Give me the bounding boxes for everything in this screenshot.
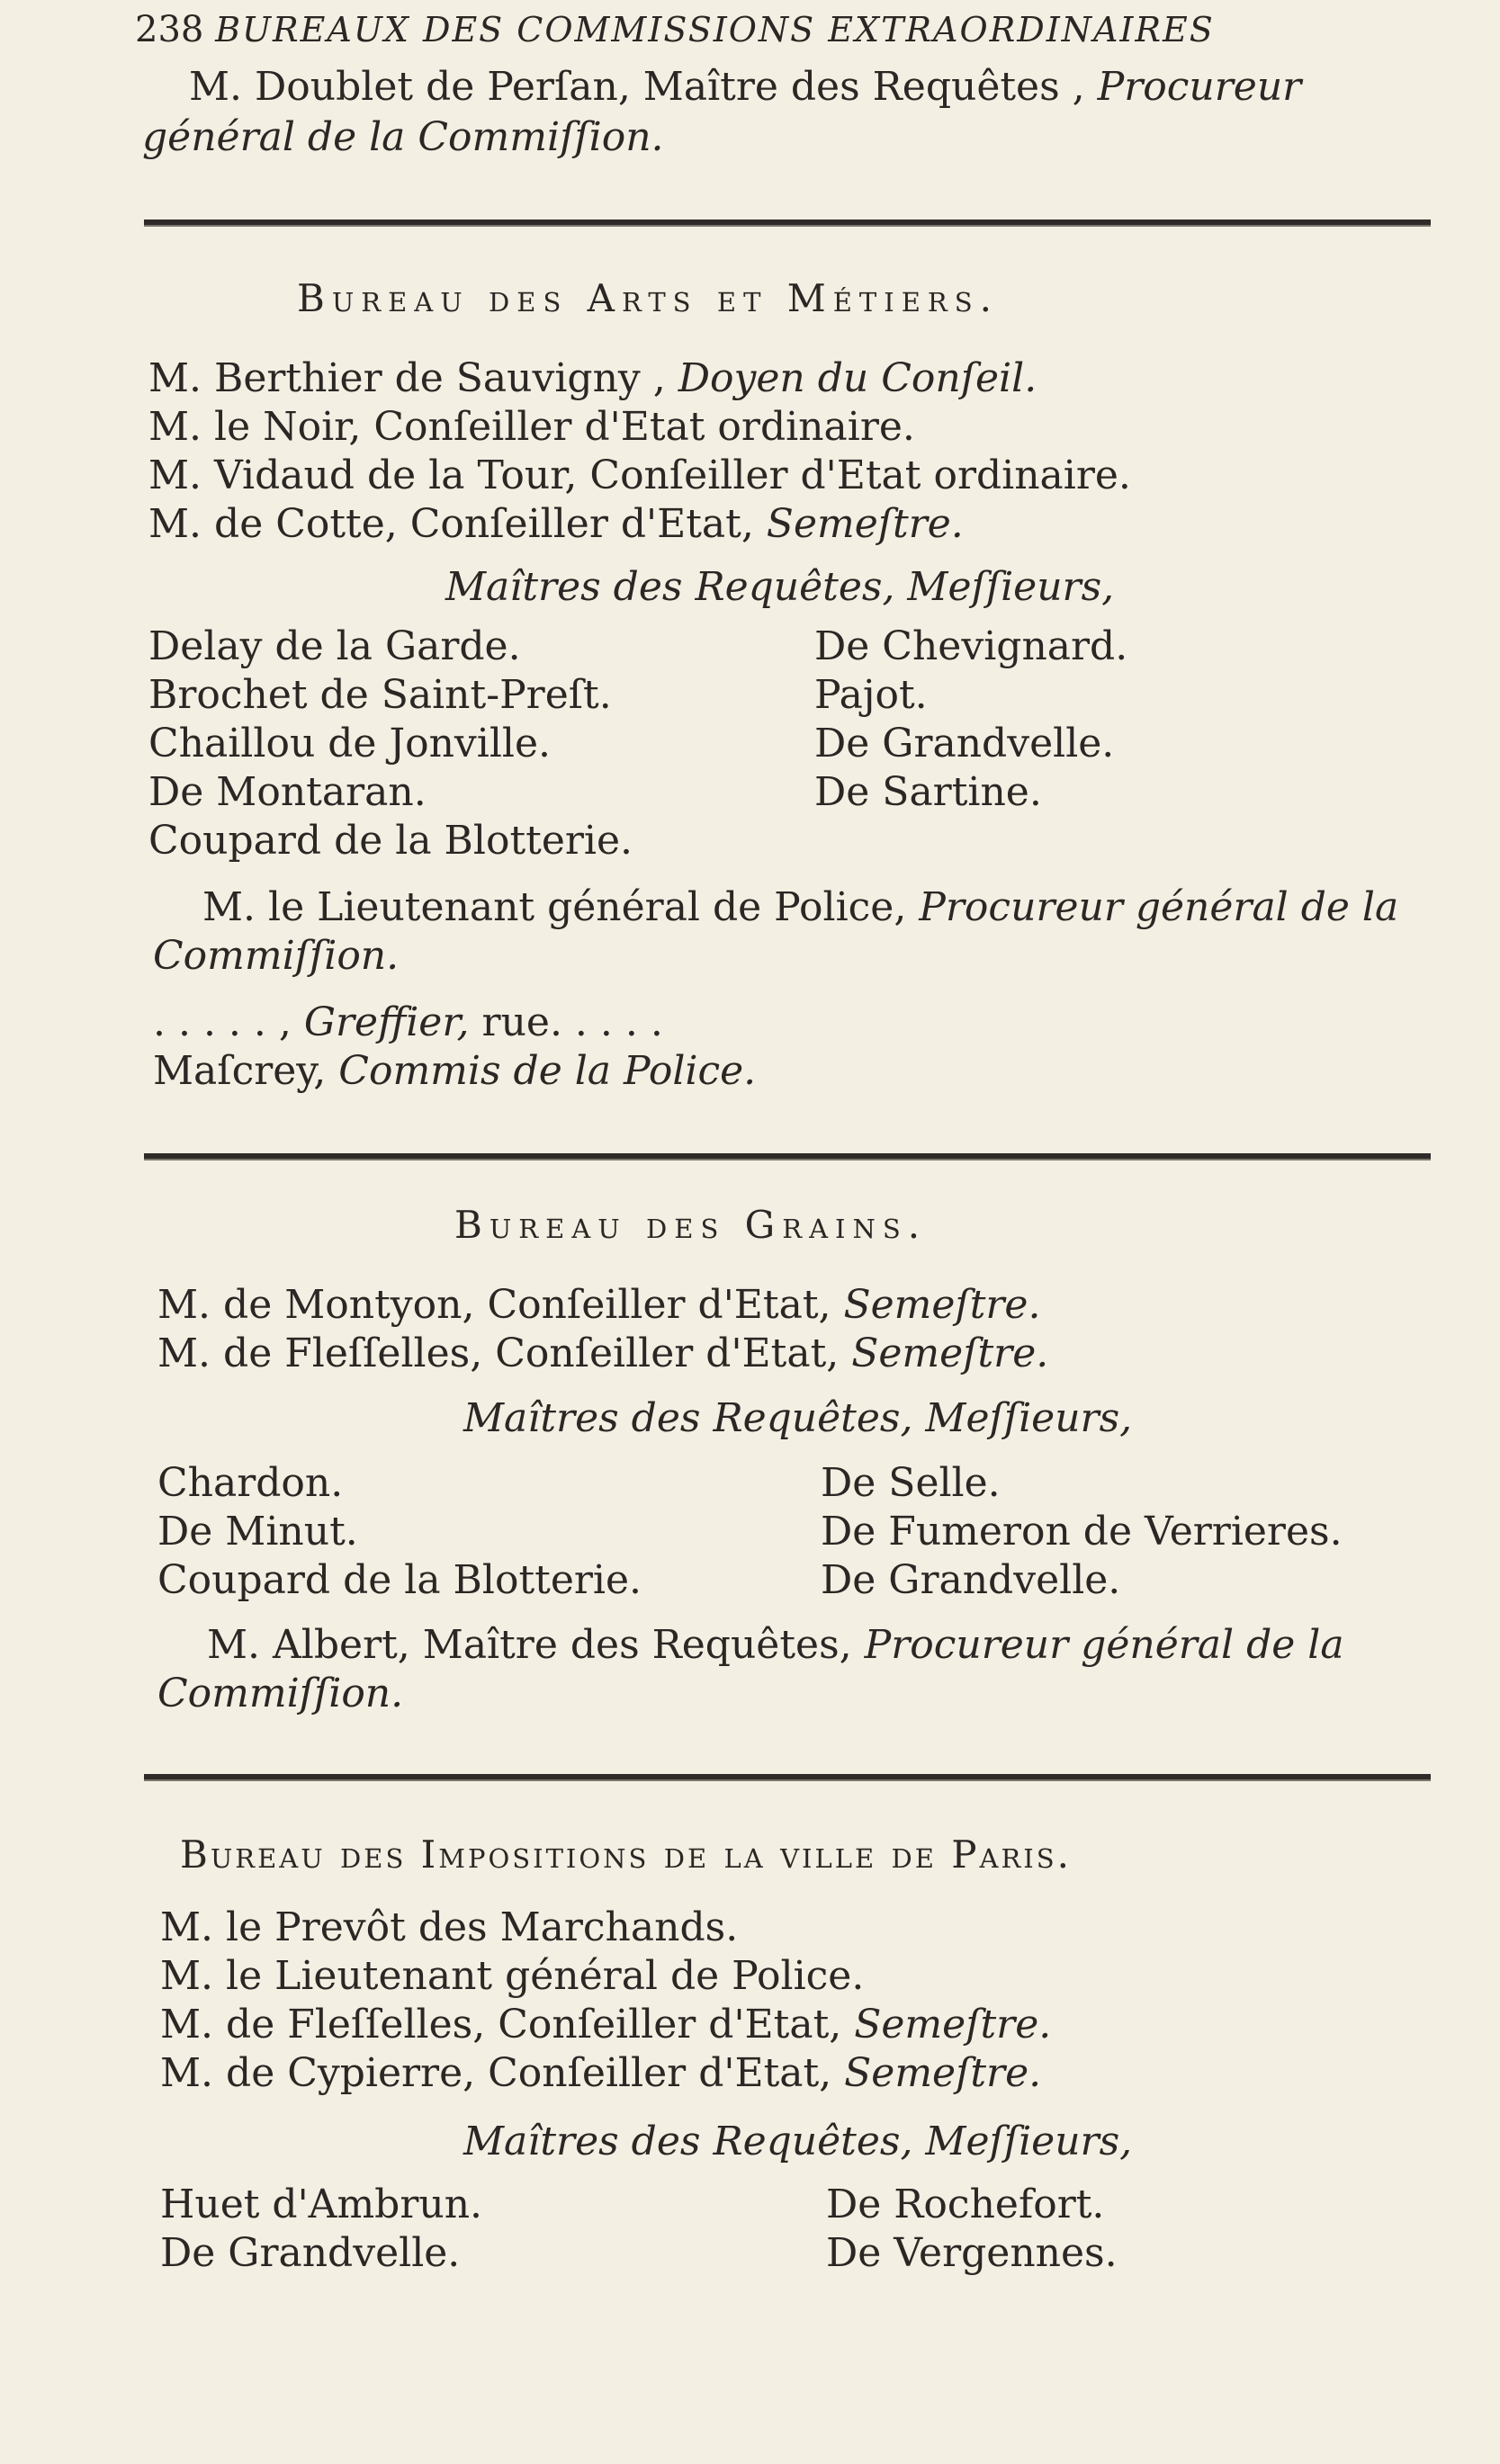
section-divider bbox=[144, 1153, 1431, 1160]
member-role: Semeſtre. bbox=[844, 2050, 1042, 2096]
section-divider bbox=[144, 220, 1431, 227]
grains-left-name: Chardon. bbox=[157, 1460, 344, 1506]
greffier-role: Greffier, bbox=[303, 999, 470, 1045]
running-header bbox=[135, 7, 1215, 52]
arts-left-name: Coupard de la Blotterie. bbox=[148, 818, 633, 864]
arts-member bbox=[148, 403, 915, 452]
subhead-maitres: Maîtres des Requêtes, Meſſieurs, bbox=[445, 564, 1115, 610]
grains-left-name: Coupard de la Blotterie. bbox=[157, 1557, 642, 1603]
grains-right-name: De Fumeron de Verrieres. bbox=[821, 1509, 1343, 1555]
greffier-prefix: . . . . . , bbox=[153, 999, 304, 1045]
section-title-impositions: Bureau des Impositions de la ville de Paris. bbox=[180, 1832, 1072, 1877]
impositions-left-name: Huet d'Ambrun. bbox=[160, 2182, 483, 2227]
arts-right-name: De Chevignard. bbox=[814, 623, 1128, 669]
impositions-left-name: De Grandvelle. bbox=[160, 2230, 461, 2276]
arts-left-name: De Montaran. bbox=[148, 769, 427, 815]
subhead-maitres: Maîtres des Requêtes, Meſſieurs, bbox=[463, 1395, 1133, 1441]
member-name: M. de Montyon, Conſeiller d'Etat, bbox=[157, 1282, 844, 1328]
intro-line-1 bbox=[189, 63, 1301, 112]
procureur-role: Procureur général de la bbox=[864, 1622, 1344, 1668]
member-name: M. Berthier de Sauvigny , bbox=[148, 355, 678, 401]
procureur-name: M. Albert, Maître des Requêtes, bbox=[207, 1622, 865, 1668]
subhead-maitres: Maîtres des Requêtes, Meſſieurs, bbox=[463, 2119, 1133, 2164]
impositions-member bbox=[160, 1952, 864, 2001]
arts-procureur-line-1 bbox=[202, 883, 1398, 932]
arts-member bbox=[148, 452, 1131, 500]
member-role: Doyen du Conſeil. bbox=[678, 355, 1037, 401]
member-name: M. Vidaud de la Tour, Conſeiller d'Etat ordinaire. bbox=[148, 452, 1131, 498]
member-role: Semeſtre. bbox=[766, 501, 964, 547]
member-name: M. le Prevôt des Marchands. bbox=[160, 1904, 739, 1950]
member-name: M. de Cypierre, Conſeiller d'Etat, bbox=[160, 2050, 845, 2096]
section-divider bbox=[144, 1774, 1431, 1781]
grains-procureur-line-1 bbox=[207, 1621, 1344, 1670]
impositions-right-name: De Vergennes. bbox=[826, 2230, 1118, 2276]
commis-role: Commis de la Police. bbox=[338, 1048, 757, 1094]
grains-procureur-line-2: Commiſſion. bbox=[157, 1671, 404, 1716]
section-title-arts: Bureau des Arts et Métiers. bbox=[297, 276, 999, 320]
section-title-grains: Bureau des Grains. bbox=[454, 1203, 928, 1247]
arts-right-name: De Sartine. bbox=[814, 769, 1042, 815]
intro-role: Procureur bbox=[1097, 64, 1302, 110]
member-name: M. de Fleſſelles, Conſeiller d'Etat, bbox=[160, 2002, 855, 2047]
member-role: Semeſtre. bbox=[843, 1282, 1041, 1328]
arts-member bbox=[148, 354, 1037, 403]
member-name: M. de Cotte, Conſeiller d'Etat, bbox=[148, 501, 767, 547]
member-name: M. de Fleſſelles, Conſeiller d'Etat, bbox=[157, 1331, 852, 1376]
arts-right-name: De Grandvelle. bbox=[814, 721, 1115, 766]
procureur-role: Procureur général de la bbox=[919, 884, 1399, 930]
arts-greffier-line bbox=[153, 999, 663, 1047]
grains-right-name: De Selle. bbox=[821, 1460, 1001, 1506]
impositions-member bbox=[160, 1904, 738, 1952]
arts-left-name: Delay de la Garde. bbox=[148, 623, 521, 669]
intro-line-2: général de la Commiſſion. bbox=[142, 114, 664, 160]
commis-name: Maſcrey, bbox=[153, 1048, 339, 1094]
arts-right-name: Pajot. bbox=[814, 672, 928, 718]
member-name: M. le Noir, Conſeiller d'Etat ordinaire. bbox=[148, 404, 915, 450]
grains-left-name: De Minut. bbox=[157, 1509, 358, 1555]
member-role: Semeſtre. bbox=[851, 1331, 1049, 1376]
grains-member bbox=[157, 1330, 1048, 1378]
impositions-right-name: De Rochefort. bbox=[826, 2182, 1105, 2227]
greffier-suffix: rue. . . . . bbox=[469, 999, 663, 1045]
arts-left-name: Chaillou de Jonville. bbox=[148, 721, 552, 766]
arts-member bbox=[148, 500, 964, 549]
page-number: 238 bbox=[135, 9, 204, 50]
procureur-name: M. le Lieutenant général de Police, bbox=[202, 884, 920, 930]
running-title: BUREAUX DES COMMISSIONS EXTRAORDINAIRES bbox=[215, 10, 1215, 49]
arts-left-name: Brochet de Saint-Preſt. bbox=[148, 672, 612, 718]
arts-commis-line bbox=[153, 1047, 756, 1096]
grains-member bbox=[157, 1281, 1040, 1330]
arts-procureur-line-2: Commiſſion. bbox=[153, 933, 400, 979]
intro-name: M. Doublet de Perſan, Maître des Requêtes , bbox=[189, 64, 1098, 110]
member-name: M. le Lieutenant général de Police. bbox=[160, 1953, 865, 1999]
impositions-member bbox=[160, 2001, 1051, 2049]
member-role: Semeſtre. bbox=[854, 2002, 1052, 2047]
grains-right-name: De Grandvelle. bbox=[821, 1557, 1121, 1603]
impositions-member bbox=[160, 2049, 1041, 2098]
